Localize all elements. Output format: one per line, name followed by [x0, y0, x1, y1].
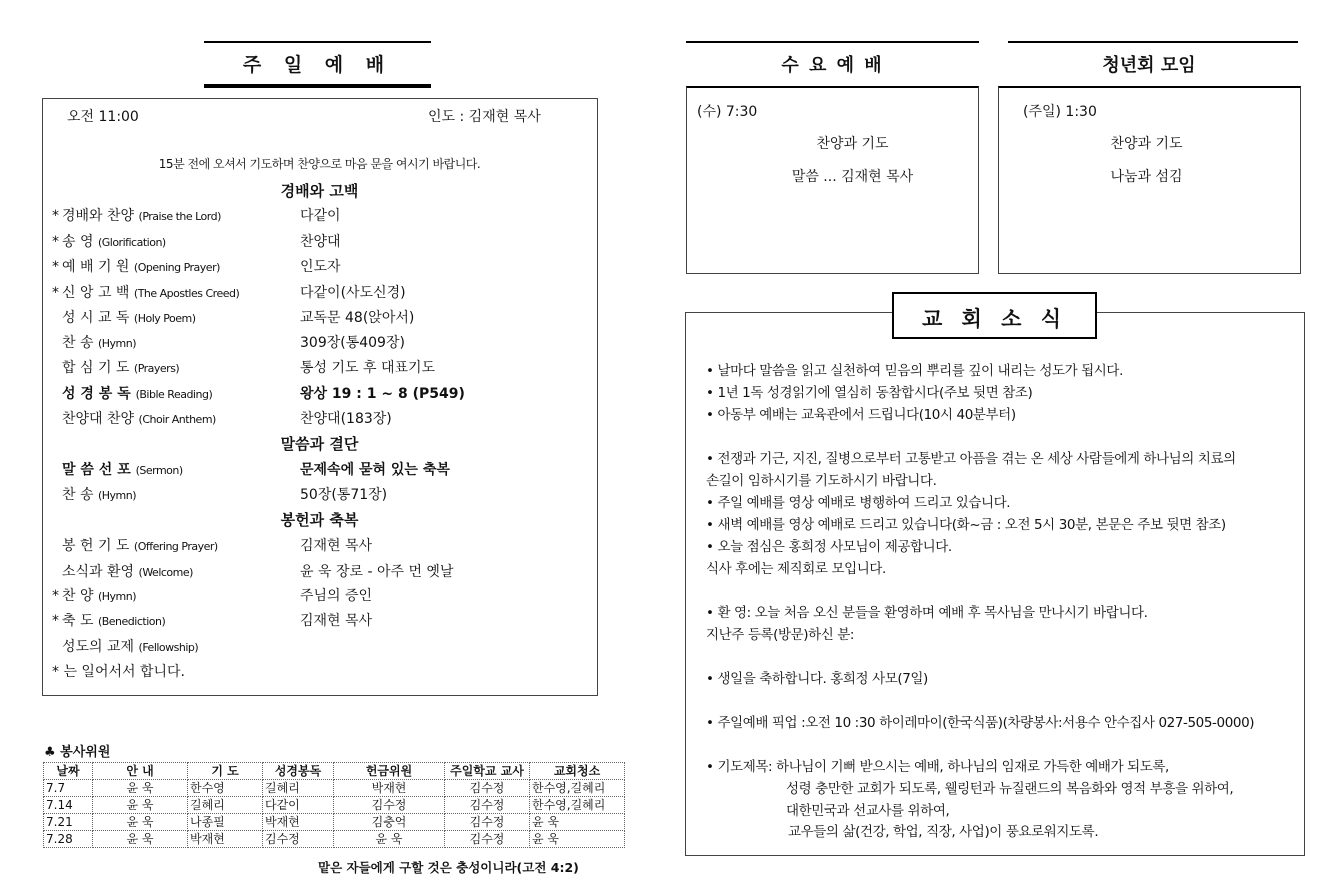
order-item-title: 말 씀 선 포 [62, 462, 131, 478]
news-line: • 날마다 말씀을 읽고 실천하여 믿음의 뿌리를 깊이 내리는 성도가 됩시다. [706, 363, 1123, 379]
table-cell: 윤 욱 [530, 831, 625, 848]
order-item-english: (Bible Reading) [135, 388, 213, 401]
order-item-title: 축 도 [62, 613, 94, 629]
order-item-leader: 찬양대(183장) [300, 411, 392, 427]
table-cell: 김수정 [263, 831, 334, 848]
order-item-title: 찬양대 찬양 [62, 411, 135, 427]
order-item-name [52, 231, 166, 251]
order-item [52, 484, 572, 509]
order-item-title: 예 배 기 원 [62, 259, 130, 275]
wednesday-title: 수 요 예 배 [781, 55, 884, 76]
section-heading: 봉헌과 축복 [280, 511, 359, 529]
order-item-leader: 통성 기도 후 대표기도 [300, 360, 436, 376]
sunday-leader: 인도 : 김재현 목사 [428, 109, 541, 125]
order-item-mark: * [52, 208, 59, 224]
news-line: • 주일예배 픽업 :오전 10 :30 하이레마이(한국식품)(차량봉사:서용수 안수집사 027-505-0000) [706, 715, 1255, 731]
order-item-english: (Fellowship) [138, 641, 199, 654]
order-item-leader: 찬양대 [300, 234, 341, 250]
order-item-name [52, 585, 136, 605]
order-item-name [52, 484, 136, 504]
table-cell: 한수영,길혜리 [530, 797, 625, 814]
order-item-mark: * [52, 259, 59, 275]
order-item-mark: * [52, 588, 59, 604]
order-item-english: (Hymn) [97, 337, 137, 350]
table-cell: 7.28 [44, 831, 93, 848]
order-item-name [52, 332, 136, 352]
youth-line1: 찬양과 기도 [1110, 136, 1183, 152]
order-item [52, 282, 572, 307]
order-item-title: 찬 송 [62, 487, 94, 503]
wednesday-title-rule [686, 41, 979, 43]
order-item-title: 신 앙 고 백 [62, 285, 130, 301]
table-cell: 박재현 [334, 780, 445, 797]
order-item-leader: 왕상 19 : 1 ~ 8 (P549) [300, 386, 465, 402]
table-cell: 7.21 [44, 814, 93, 831]
order-item-name [52, 256, 220, 276]
order-item [52, 535, 572, 560]
order-item-title: 성 시 교 독 [62, 310, 130, 326]
wednesday-time: (수) 7:30 [697, 104, 758, 120]
news-line: 교우들의 삶(건강, 학업, 직장, 사업)이 풍요로워지도록. [788, 824, 1099, 840]
youth-title: 청년회 모임 [1102, 55, 1196, 76]
wednesday-line2: 말씀 ... 김재현 목사 [791, 169, 914, 185]
news-line: • 오늘 점심은 홍희정 사모님이 제공합니다. [706, 539, 952, 555]
order-item [52, 357, 572, 382]
sunday-footnote: * 는 일어서서 합니다. [52, 664, 185, 680]
order-item-leader: 다같이 [300, 208, 341, 224]
order-item-name [52, 459, 183, 479]
order-item-leader: 김재현 목사 [300, 613, 373, 629]
table-cell: 윤 욱 [93, 780, 188, 797]
order-item-leader: 309장(통409장) [300, 335, 405, 351]
order-item-leader: 윤 욱 장로 - 아주 먼 옛날 [300, 564, 454, 580]
order-item [52, 459, 572, 484]
order-item-name [52, 205, 221, 225]
news-line: 대한민국과 선교사를 위하여, [786, 803, 950, 819]
table-cell: 김충억 [334, 814, 445, 831]
order-item-name [52, 561, 193, 581]
wednesday-line1: 찬양과 기도 [816, 136, 889, 152]
volunteers-header-cell: 기 도 [188, 763, 263, 780]
volunteers-header-cell: 성경봉독 [263, 763, 334, 780]
order-item-title: 소식과 환영 [62, 564, 135, 580]
table-cell: 김수정 [445, 831, 530, 848]
order-item-name [52, 535, 218, 555]
news-title: 교 회 소 식 [921, 307, 1068, 331]
order-item-english: (Welcome) [138, 566, 193, 579]
table-row [44, 797, 625, 814]
table-cell: 길혜리 [188, 797, 263, 814]
order-item [52, 332, 572, 357]
order-item [52, 383, 572, 408]
volunteers-header-cell: 주일학교 교사 [445, 763, 530, 780]
section-heading: 경배와 고백 [280, 182, 359, 200]
section-heading: 말씀과 결단 [280, 435, 359, 453]
order-item [52, 561, 572, 586]
order-item-leader: 50장(통71장) [300, 487, 388, 503]
order-item-name [52, 307, 196, 327]
table-cell: 김수정 [445, 814, 530, 831]
news-line: • 전쟁과 기근, 지진, 질병으로부터 고통받고 아픔을 겪는 온 세상 사람들에게 하나님의 치료의 [706, 451, 1236, 467]
table-cell: 다같이 [263, 797, 334, 814]
news-line: • 기도제목: 하나님이 기뻐 받으시는 예배, 하나님의 임재로 가득한 예배가 되도록, [706, 759, 1169, 775]
order-item-english: (Benediction) [97, 615, 166, 628]
news-line: • 새벽 예배를 영상 예배로 드리고 있습니다(화~금 : 오전 5시 30분, 본문은 주보 뒷면 참조) [706, 517, 1226, 533]
table-row [44, 814, 625, 831]
order-item-leader: 인도자 [300, 259, 341, 275]
order-item [52, 610, 572, 635]
order-item-english: (Holy Poem) [133, 312, 196, 325]
order-item-title: 성 경 봉 독 [62, 386, 131, 402]
sunday-notice: 15분 전에 오셔서 기도하며 찬양으로 마음 문을 여시기 바랍니다. [158, 157, 481, 171]
news-line: 성령 충만한 교회가 되도록, 웰링턴과 뉴질랜드의 복음화와 영적 부흥을 위하여, [786, 781, 1234, 797]
order-item-english: (Sermon) [135, 464, 183, 477]
table-cell: 박재현 [263, 814, 334, 831]
order-item-english: (Praise the Lord) [138, 210, 221, 223]
volunteers-header-cell: 교회청소 [530, 763, 625, 780]
table-row [44, 831, 625, 848]
order-item-english: (Glorification) [97, 236, 166, 249]
order-item-english: (Prayers) [133, 362, 180, 375]
youth-time: (주일) 1:30 [1023, 104, 1097, 120]
order-item [52, 307, 572, 332]
order-item-title: 합 심 기 도 [62, 360, 130, 376]
order-item [52, 205, 572, 230]
order-item [52, 256, 572, 281]
order-item-leader: 주님의 증인 [300, 588, 373, 604]
volunteers-header-cell: 헌금위원 [334, 763, 445, 780]
order-item-english: (Hymn) [97, 489, 137, 502]
news-line: 손길이 임하시기를 기도하시기 바랍니다. [706, 473, 937, 489]
order-item-title: 송 영 [62, 234, 94, 250]
news-line: • 1년 1독 성경읽기에 열심히 동참합시다(주보 뒷면 참조) [706, 385, 1033, 401]
table-cell: 윤 욱 [93, 797, 188, 814]
table-cell: 윤 욱 [93, 831, 188, 848]
table-cell: 박재현 [188, 831, 263, 848]
order-item [52, 231, 572, 256]
order-item-english: (Choir Anthem) [138, 413, 216, 426]
sunday-title-top-rule [204, 41, 431, 43]
order-item [52, 408, 572, 433]
table-cell: 윤 욱 [334, 831, 445, 848]
table-cell: 한수영,길혜리 [530, 780, 625, 797]
table-cell: 한수영 [188, 780, 263, 797]
table-cell: 윤 욱 [93, 814, 188, 831]
order-item-english: (Opening Prayer) [133, 261, 220, 274]
table-cell: 김수정 [334, 797, 445, 814]
news-line: • 아동부 예배는 교육관에서 드립니다(10시 40분부터) [706, 407, 1016, 423]
order-item-name [52, 636, 198, 656]
order-item-title: 봉 헌 기 도 [62, 538, 130, 554]
order-item [52, 585, 572, 610]
table-cell: 길혜리 [263, 780, 334, 797]
table-cell: 7.14 [44, 797, 93, 814]
sunday-title-bottom-rule [204, 84, 431, 88]
table-row [44, 780, 625, 797]
youth-title-rule [1008, 41, 1298, 43]
volunteers-header-cell: 안 내 [93, 763, 188, 780]
volunteers-heading: ♣ 봉사위원 [44, 745, 111, 760]
order-item-title: 찬 양 [62, 588, 94, 604]
order-item-name [52, 357, 179, 377]
news-line: 식사 후에는 제직회로 모입니다. [706, 561, 886, 577]
news-line: 지난주 등록(방문)하신 분: [706, 627, 855, 643]
news-line: • 주일 예배를 영상 예배로 병행하여 드리고 있습니다. [706, 495, 1011, 511]
order-item-title: 찬 송 [62, 335, 94, 351]
table-cell: 김수정 [445, 780, 530, 797]
order-item-leader: 다같이(사도신경) [300, 285, 406, 301]
order-item-english: (The Apostles Creed) [133, 287, 240, 300]
table-cell: 윤 욱 [530, 814, 625, 831]
youth-line2: 나눔과 섬김 [1110, 169, 1183, 185]
order-item-mark: * [52, 613, 59, 629]
order-item [52, 636, 572, 661]
news-line: • 환 영: 오늘 처음 오신 분들을 환영하며 예배 후 목사님을 만나시기 바랍니다. [706, 605, 1148, 621]
order-item-leader: 김재현 목사 [300, 538, 373, 554]
order-item-title: 성도의 교제 [62, 639, 135, 655]
volunteers-header-row [44, 763, 625, 780]
news-line: • 생일을 축하합니다. 홍희정 사모(7일) [706, 671, 928, 687]
table-cell: 김수정 [445, 797, 530, 814]
order-item-name [52, 408, 216, 428]
order-item-mark: * [52, 234, 59, 250]
volunteers-header-cell: 날짜 [44, 763, 93, 780]
order-item-mark: * [52, 285, 59, 301]
table-cell: 나종필 [188, 814, 263, 831]
order-item-name [52, 610, 165, 630]
table-cell: 7.7 [44, 780, 93, 797]
sunday-time: 오전 11:00 [67, 109, 139, 125]
order-item-name [52, 282, 239, 302]
order-item-english: (Offering Prayer) [133, 540, 218, 553]
order-item-leader: 교독문 48(앉아서) [300, 310, 415, 326]
order-item-leader: 문제속에 묻혀 있는 축복 [300, 462, 450, 478]
order-item-name [52, 383, 212, 403]
order-item-title: 경배와 찬양 [62, 208, 135, 224]
volunteers-verse: 맡은 자들에게 구할 것은 충성이니라(고전 4:2) [318, 860, 579, 875]
order-item-english: (Hymn) [97, 590, 137, 603]
sunday-title: 주 일 예 배 [242, 54, 393, 76]
volunteers-table [43, 762, 625, 848]
